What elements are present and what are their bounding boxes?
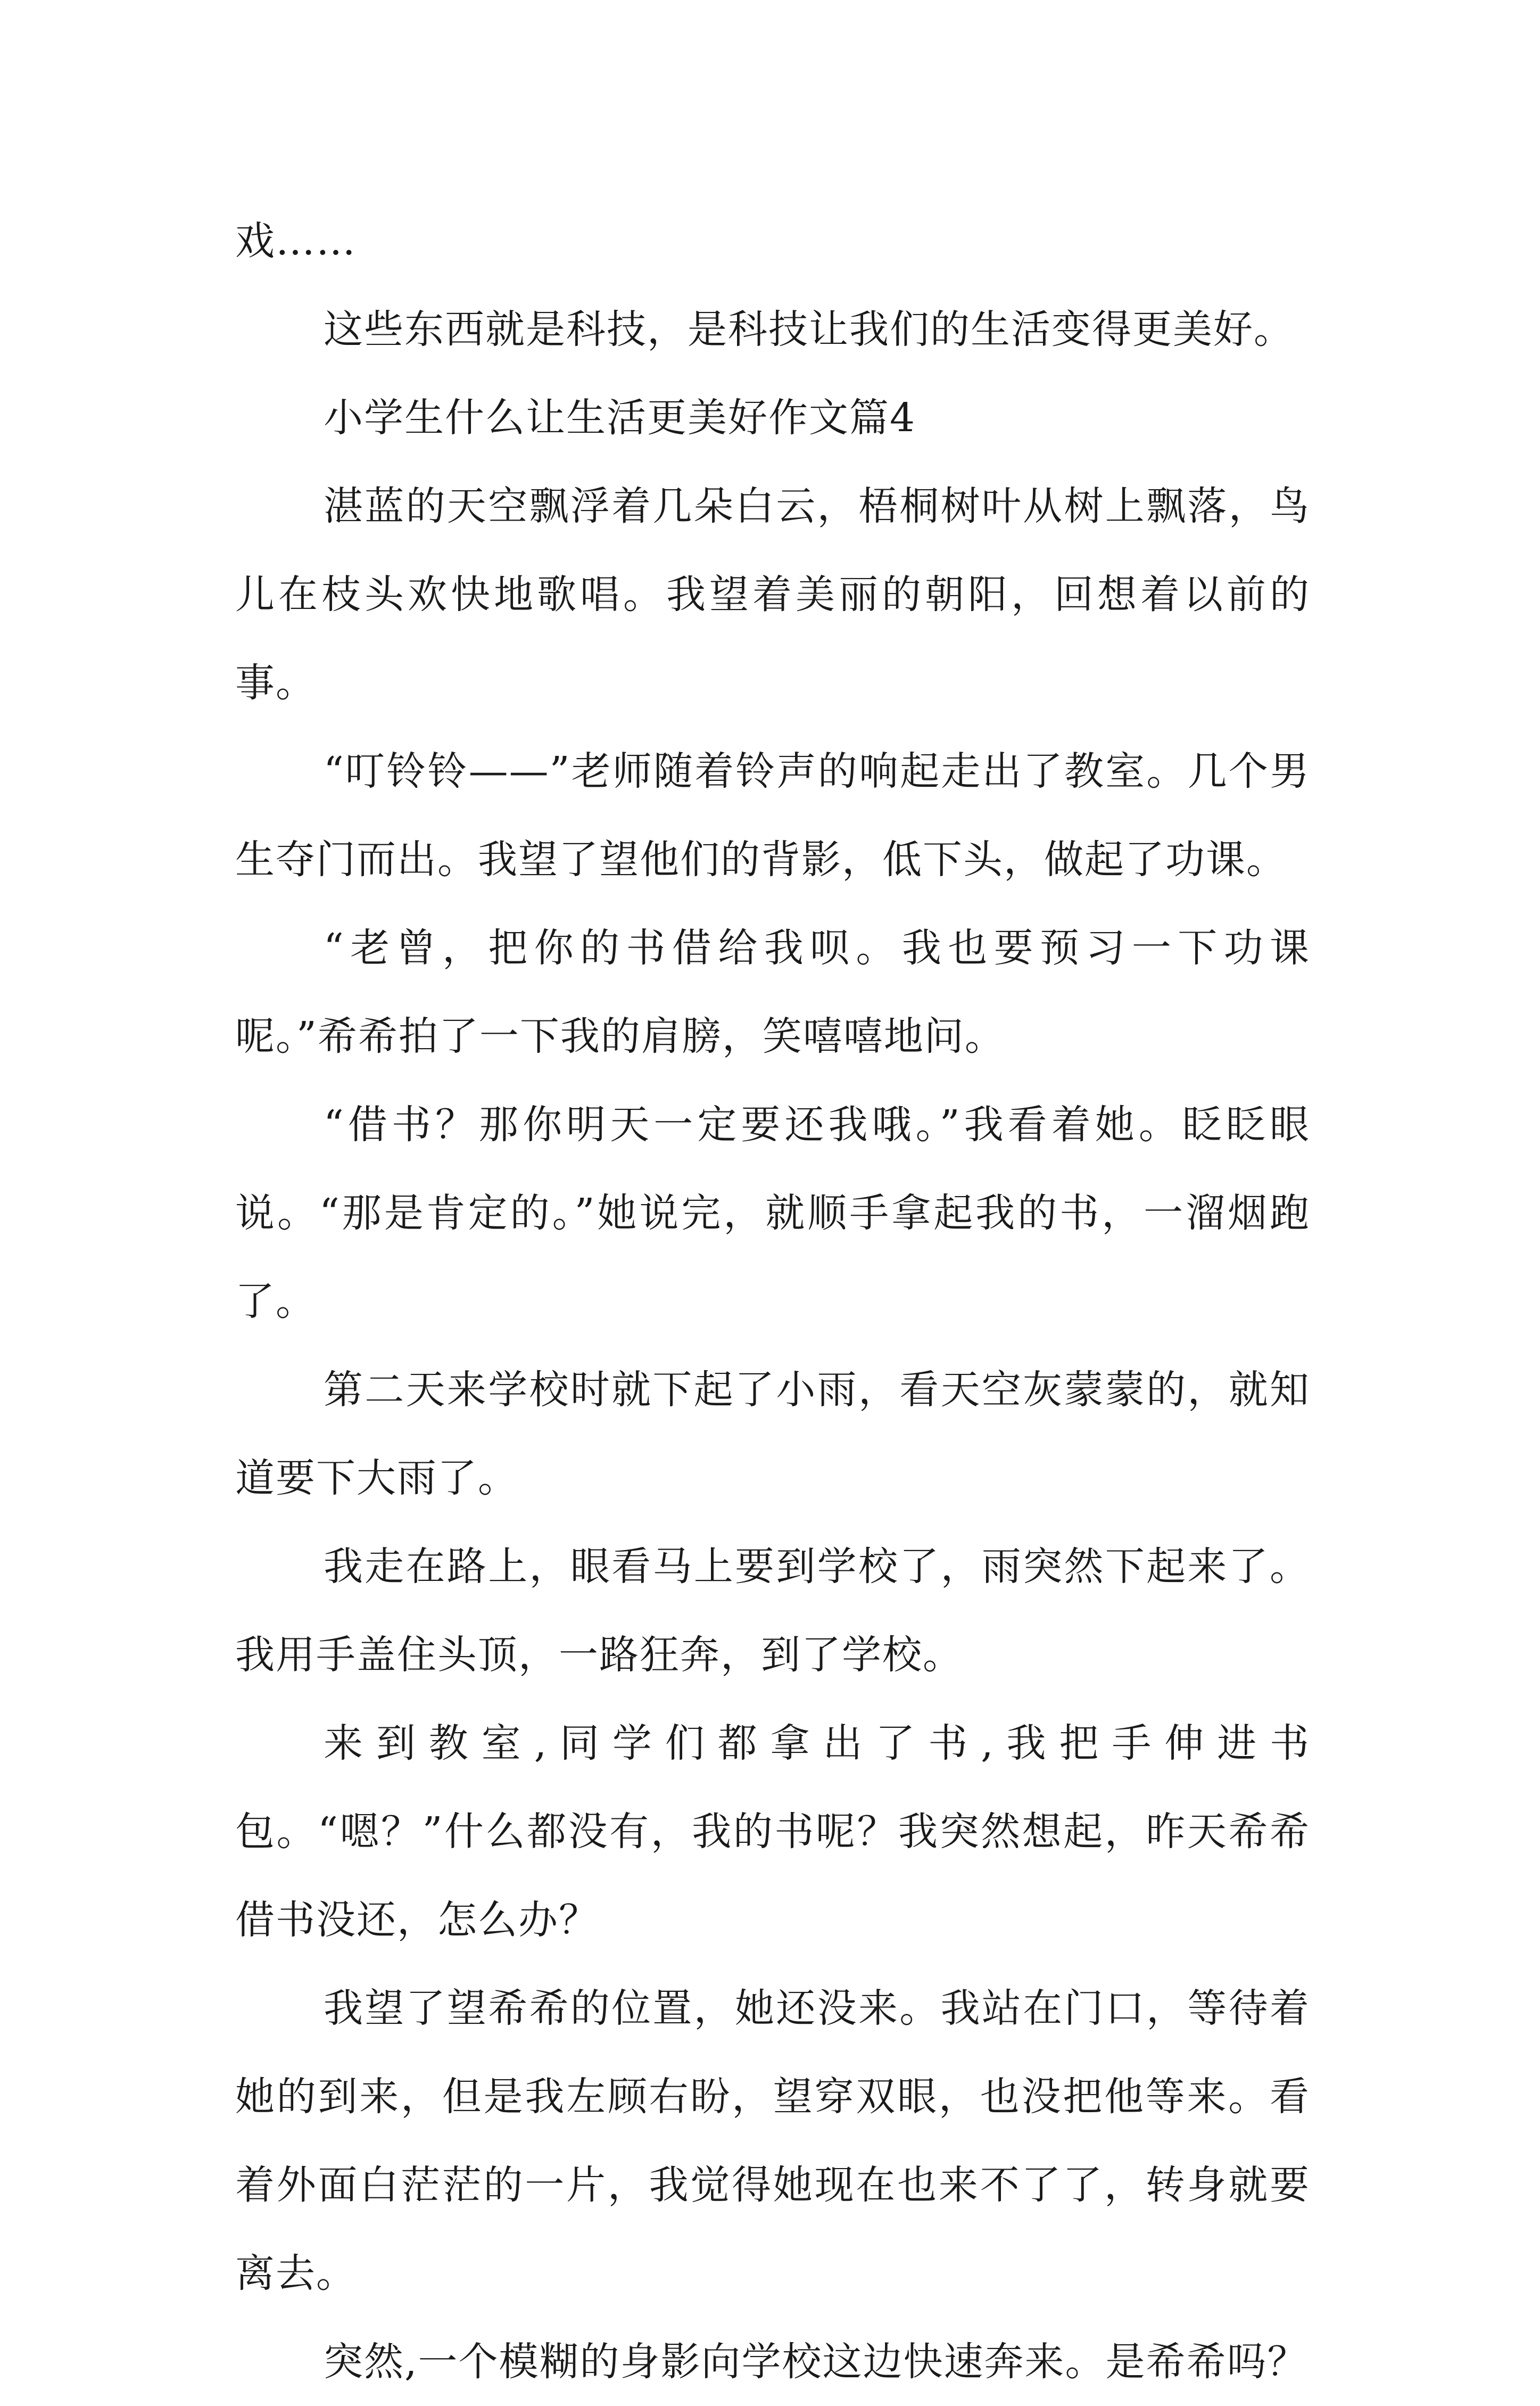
paragraph: 这些东西就是科技，是科技让我们的生活变得更美好。	[324, 307, 1294, 352]
paragraph: 突然,一个模糊的身影向学校这边快速奔来。是希希吗？	[324, 2339, 1308, 2385]
paragraph: “借书？那你明天一定要还我哦。”我看着她。眨眨眼说。“那是肯定的。”她说完，就顺手拿起我的书，一溜烟跑了。	[235, 1102, 1310, 1324]
paragraph: 我走在路上，眼看马上要到学校了，雨突然下起来了。我用手盖住头顶，一路狂奔，到了学校。	[235, 1544, 1310, 1678]
essay-body	[235, 197, 1310, 2406]
paragraph: 我望了望希希的位置，她还没来。我站在门口，等待着她的到来，但是我左顾右盼，望穿双眼，也没把他等来。看着外面白茫茫的一片，我觉得她现在也来不了了，转身就要离去。	[235, 1985, 1310, 2296]
paragraph: 湛蓝的天空飘浮着几朵白云，梧桐树叶从树上飘落，鸟儿在枝头欢快地歌唱。我望着美丽的朝阳，回想着以前的事。	[235, 483, 1310, 706]
paragraph: 来到教室,同学们都拿出了书,我把手伸进书包。“嗯？”什么都没有，我的书呢？我突然想起，昨天希希借书没还，怎么办？	[235, 1720, 1310, 1943]
paragraph: 第二天来学校时就下起了小雨，看天空灰蒙蒙的，就知道要下大雨了。	[235, 1367, 1310, 1501]
paragraph: “老曾，把你的书借给我呗。我也要预习一下功课呢。”希希拍了一下我的肩膀，笑嘻嘻地问。	[235, 925, 1310, 1059]
essay-section-heading: 小学生什么让生活更美好作文篇4	[324, 395, 916, 441]
paragraph-continuation: 戏……	[235, 218, 357, 264]
paragraph: “叮铃铃——”老师随着铃声的响起走出了教室。几个男生夺门而出。我望了望他们的背影，低下头，做起了功课。	[235, 748, 1310, 883]
